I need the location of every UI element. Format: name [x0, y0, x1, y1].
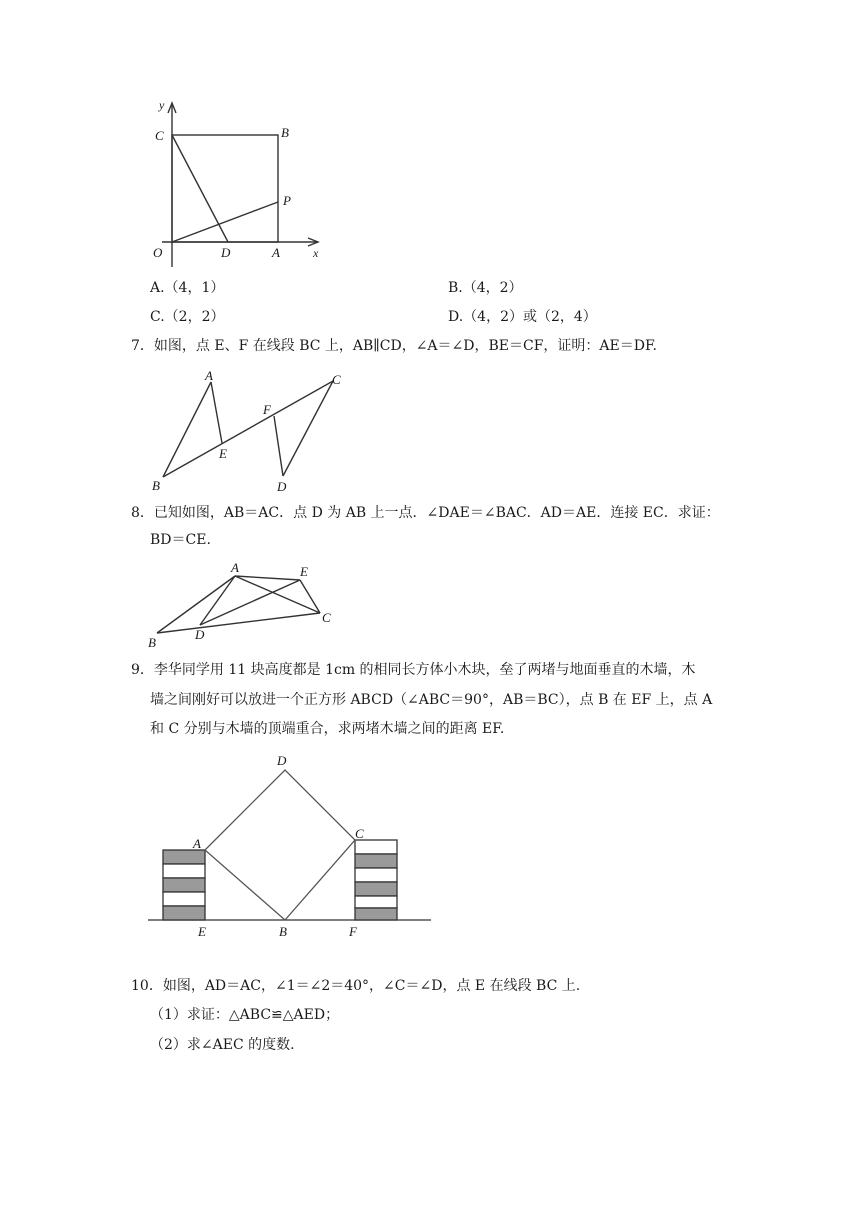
q6-label-y: y: [159, 98, 165, 112]
q8-label-D: D: [195, 627, 205, 642]
q9-label-D: D: [277, 753, 287, 768]
q9-label-E: E: [198, 924, 206, 939]
q7-label-E: E: [219, 446, 227, 461]
q7-label-A: A: [205, 368, 213, 383]
q9-question-line2: 墙之间刚好可以放进一个正方形 ABCD（∠ABC＝90°，AB＝BC），点 B 在 EF 上，点 A: [150, 692, 713, 708]
q6-coordinate-figure: [140, 95, 340, 275]
q6-option-b: B.（4，2）: [448, 280, 523, 296]
q7-figure: [145, 362, 355, 497]
q10-part1: （1）求证：△ABC≌△AED；: [150, 1007, 340, 1023]
q9-label-A: A: [193, 836, 201, 851]
q6-label-O: O: [153, 245, 163, 260]
q7-question-text: 7．如图，点 E、F 在线段 BC 上，AB∥CD，∠A＝∠D，BE＝CF，证明：AE＝DF.: [131, 338, 657, 354]
q8-question-line2: BD＝CE.: [150, 532, 211, 548]
q8-label-C: C: [322, 610, 331, 625]
q8-label-A: A: [231, 560, 239, 575]
q6-label-C: C: [155, 128, 164, 143]
q6-label-B: B: [281, 125, 289, 140]
q7-label-B: B: [152, 478, 160, 493]
q9-label-C: C: [355, 826, 364, 841]
q10-part2: （2）求∠AEC 的度数.: [150, 1037, 295, 1053]
q9-figure: [145, 750, 435, 940]
q9-question-line1: 9．李华同学用 11 块高度都是 1cm 的相同长方体小木块，垒了两堵与地面垂直的木墙，木: [131, 662, 696, 678]
q10-question-line1: 10．如图，AD＝AC，∠1＝∠2＝40°，∠C＝∠D，点 E 在线段 BC 上.: [131, 978, 581, 994]
q6-label-A: A: [272, 245, 280, 260]
q8-label-B: B: [148, 635, 156, 650]
q8-label-E: E: [300, 564, 308, 579]
q9-label-F: F: [349, 924, 357, 939]
q8-question-line1: 8．已知如图，AB＝AC．点 D 为 AB 上一点．∠DAE＝∠BAC．AD＝AE．连接 EC．求证：: [131, 505, 720, 521]
q7-label-D: D: [277, 479, 287, 494]
q6-option-d: D.（4，2）或（2，4）: [448, 309, 597, 325]
q7-label-F: F: [263, 402, 271, 417]
q6-label-P: P: [283, 193, 291, 208]
q6-option-a: A.（4，1）: [150, 280, 225, 296]
q6-option-c: C.（2，2）: [150, 309, 225, 325]
q7-label-C: C: [332, 372, 341, 387]
q9-label-B: B: [279, 924, 287, 939]
q6-label-x: x: [313, 246, 319, 260]
q9-question-line3: 和 C 分别与木墙的顶端重合，求两堵木墙之间的距离 EF.: [150, 721, 505, 737]
q6-label-D: D: [221, 245, 231, 260]
q8-figure: [145, 558, 345, 653]
